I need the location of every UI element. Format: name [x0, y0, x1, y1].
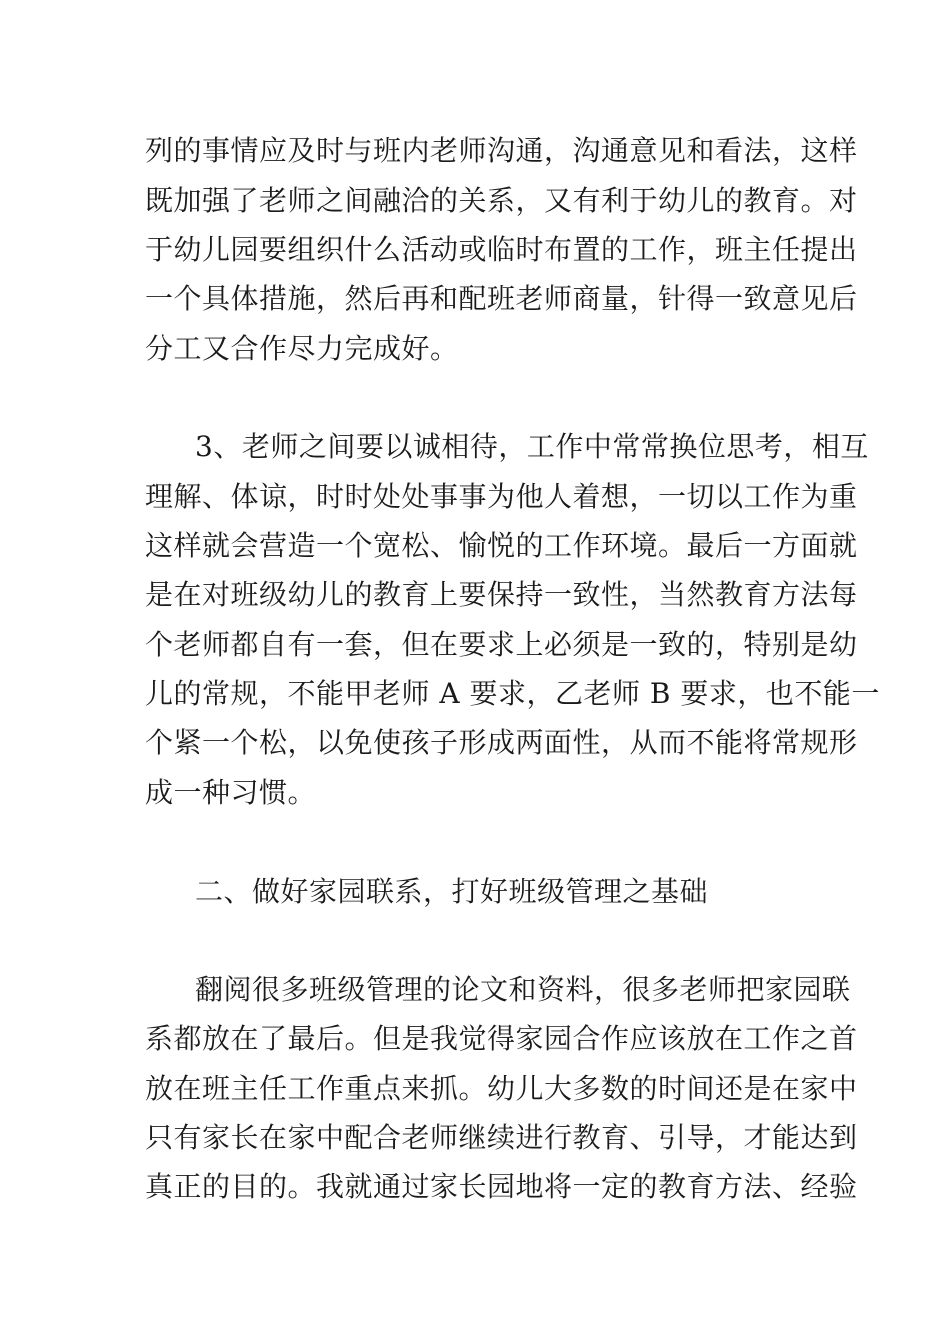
- paragraph-line: 真正的目的。我就通过家长园地将一定的教育方法、经验: [145, 1170, 858, 1203]
- paragraph-line: 翻阅很多班级管理的论文和资料，很多老师把家园联: [195, 973, 851, 1006]
- paragraph-line: 既加强了老师之间融洽的关系，又有利于幼儿的教育。对: [145, 184, 858, 217]
- paragraph-line: 个紧一个松，以免使孩子形成两面性，从而不能将常规形: [145, 726, 858, 759]
- paragraph-line: 分工又合作尽力完成好。: [145, 332, 459, 365]
- paragraph-line: 个老师都自有一套，但在要求上必须是一致的，特别是幼: [145, 628, 858, 661]
- paragraph-line: 只有家长在家中配合老师继续进行教育、引导，才能达到: [145, 1121, 858, 1154]
- paragraph-line: 列的事情应及时与班内老师沟通，沟通意见和看法，这样: [145, 134, 858, 167]
- paragraph-line: 系都放在了最后。但是我觉得家园合作应该放在工作之首: [145, 1022, 858, 1055]
- paragraph-line: 成一种习惯。: [145, 776, 317, 809]
- paragraph-line: 3、老师之间要以诚相待，工作中常常换位思考，相互: [195, 430, 869, 463]
- paragraph-line: 理解、体谅，时时处处事事为他人着想，一切以工作为重: [145, 480, 858, 513]
- paragraph-line: 于幼儿园要组织什么活动或临时布置的工作，班主任提出: [145, 233, 858, 266]
- paragraph-line: 放在班主任工作重点来抓。幼儿大多数的时间还是在家中: [145, 1072, 858, 1105]
- paragraph-line: 是在对班级幼儿的教育上要保持一致性，当然教育方法每: [145, 578, 858, 611]
- paragraph-line: 儿的常规，不能甲老师 A 要求，乙老师 B 要求，也不能一: [145, 677, 880, 710]
- section-heading: 二、做好家园联系，打好班级管理之基础: [195, 875, 709, 908]
- paragraph-line: 这样就会营造一个宽松、愉悦的工作环境。最后一方面就: [145, 529, 858, 562]
- paragraph-line: 一个具体措施，然后再和配班老师商量，针得一致意见后: [145, 282, 858, 315]
